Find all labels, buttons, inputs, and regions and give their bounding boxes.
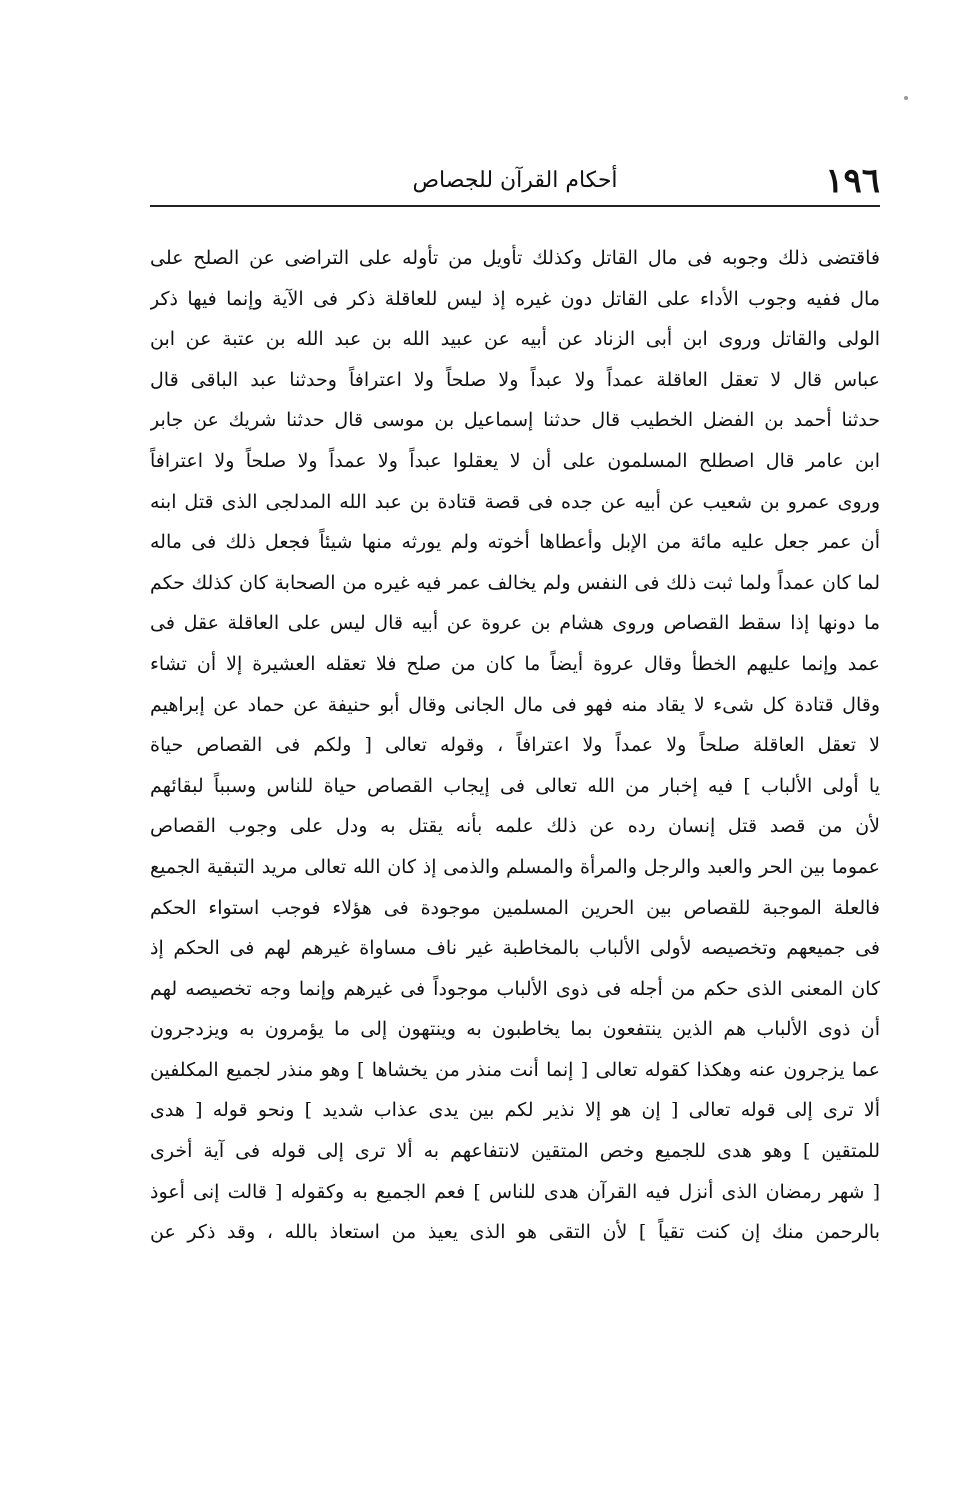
text-line: كان المعنى الذى حكم من أجله فى ذوى الألباب موجوداً فى غيرهم وإنما وجه تخصيصه لهم <box>150 977 880 1000</box>
running-header <box>150 158 880 204</box>
text-line: لما كان عمداً ولما ثبت ذلك فى النفس ولم يخالف عمر فيه غيره من الصحابة كان كذلك حكم <box>150 571 880 594</box>
text-line: لا تعقل العاقلة صلحاً ولا عمداً ولا اعترافاً ، وقوله تعالى [ ولكم فى القصاص حياة <box>150 734 880 757</box>
text-line: بالرحمن منك إن كنت تقياً ] لأن التقى هو الذى يعيذ من استعاذ بالله ، وقد ذكر عن <box>150 1221 880 1244</box>
text-line: مال ففيه وجوب الأداء على القاتل دون غيره إذ ليس للعاقلة ذكر فى الآية وإنما فيها ذكر <box>150 287 880 310</box>
page-number: ١٩٦ <box>825 161 880 201</box>
text-line: عموما بين الحر والعبد والرجل والمرأة والمسلم والذمى إذ كان الله تعالى مريد التبقية الجميع <box>150 855 880 878</box>
text-line: عما يزجرون عنه وهكذا كقوله تعالى [ إنما أنت منذر من يخشاها ] وهو منذر لجميع المكلفين <box>150 1058 880 1081</box>
text-line: حدثنا أحمد بن الفضل الخطيب قال حدثنا إسماعيل بن موسى قال حدثنا شريك عن جابر <box>150 409 880 432</box>
scan-speck <box>904 96 908 100</box>
text-line: فالعلة الموجبة للقصاص بين الحرين المسلمين موجودة فى هؤلاء فوجب استواء الحكم <box>150 896 880 919</box>
text-line: ما دونها إذا سقط القصاص وروى هشام بن عروة عن أبيه قال ليس على العاقلة عقل فى <box>150 612 880 635</box>
header-rule <box>150 205 880 207</box>
text-line: أن ذوى الألباب هم الذين ينتفعون بما يخاطبون به وينتهون إلى ما يؤمرون به ويزدجرون <box>150 1018 880 1041</box>
text-line: وروى عمرو بن شعيب عن أبيه عن جده فى قصة قتادة بن عبد الله المدلجى الذى قتل ابنه <box>150 490 880 513</box>
text-line: [ شهر رمضان الذى أنزل فيه القرآن هدى للناس ] فعم الجميع به وكقوله [ قالت إنى أعوذ <box>150 1180 880 1203</box>
body-text <box>150 238 880 1253</box>
text-line: عباس قال لا تعقل العاقلة عمداً ولا عبداً ولا صلحاً ولا اعترافاً وحدثنا عبد الباقى قال <box>150 368 880 391</box>
text-line: الولى والقاتل وروى ابن أبى الزناد عن أبيه عن عبيد الله بن عبد الله بن عتبة عن ابن <box>150 328 880 351</box>
text-line: أن عمر جعل عليه مائة من الإبل وأعطاها أخوته ولم يورثه منها شيئاً فجعل ذلك فى ماله <box>150 531 880 554</box>
text-line: لأن من قصد قتل إنسان رده عن ذلك علمه بأنه يقتل به ودل على وجوب القصاص <box>150 815 880 838</box>
text-line: يا أولى الألباب ] فيه إخبار من الله تعالى فى إيجاب القصاص حياة للناس وسبباً لبقائهم <box>150 774 880 797</box>
text-line: للمتقين ] وهو هدى للجميع وخص المتقين لانتفاعهم به ألا ترى إلى قوله فى آية أخرى <box>150 1140 880 1163</box>
book-title: أحكام القرآن للجصاص <box>412 168 618 193</box>
text-line: فاقتضى ذلك وجوبه فى مال القاتل وكذلك تأويل من تأوله على التراضى عن الصلح على <box>150 247 880 269</box>
text-line: ألا ترى إلى قوله تعالى [ إن هو إلا نذير لكم بين يدى عذاب شديد ] ونحو قوله [ هدى <box>150 1099 880 1122</box>
text-line: فى جميعهم وتخصيصه لأولى الألباب بالمخاطبة غير ناف مساواة غيرهم لهم فى الحكم إذ <box>150 937 880 960</box>
text-line: عمد وإنما عليهم الخطأ وقال عروة أيضاً ما كان من صلح فلا تعقله العشيرة إلا أن تشاء <box>150 652 880 675</box>
text-line: وقال قتادة كل شىء لا يقاد منه فهو فى مال الجانى وقال أبو حنيفة عن حماد عن إبراهيم <box>150 693 880 716</box>
text-line: ابن عامر قال اصطلح المسلمون على أن لا يعقلوا عبداً ولا عمداً ولا صلحاً ولا اعترافاً <box>150 449 880 472</box>
